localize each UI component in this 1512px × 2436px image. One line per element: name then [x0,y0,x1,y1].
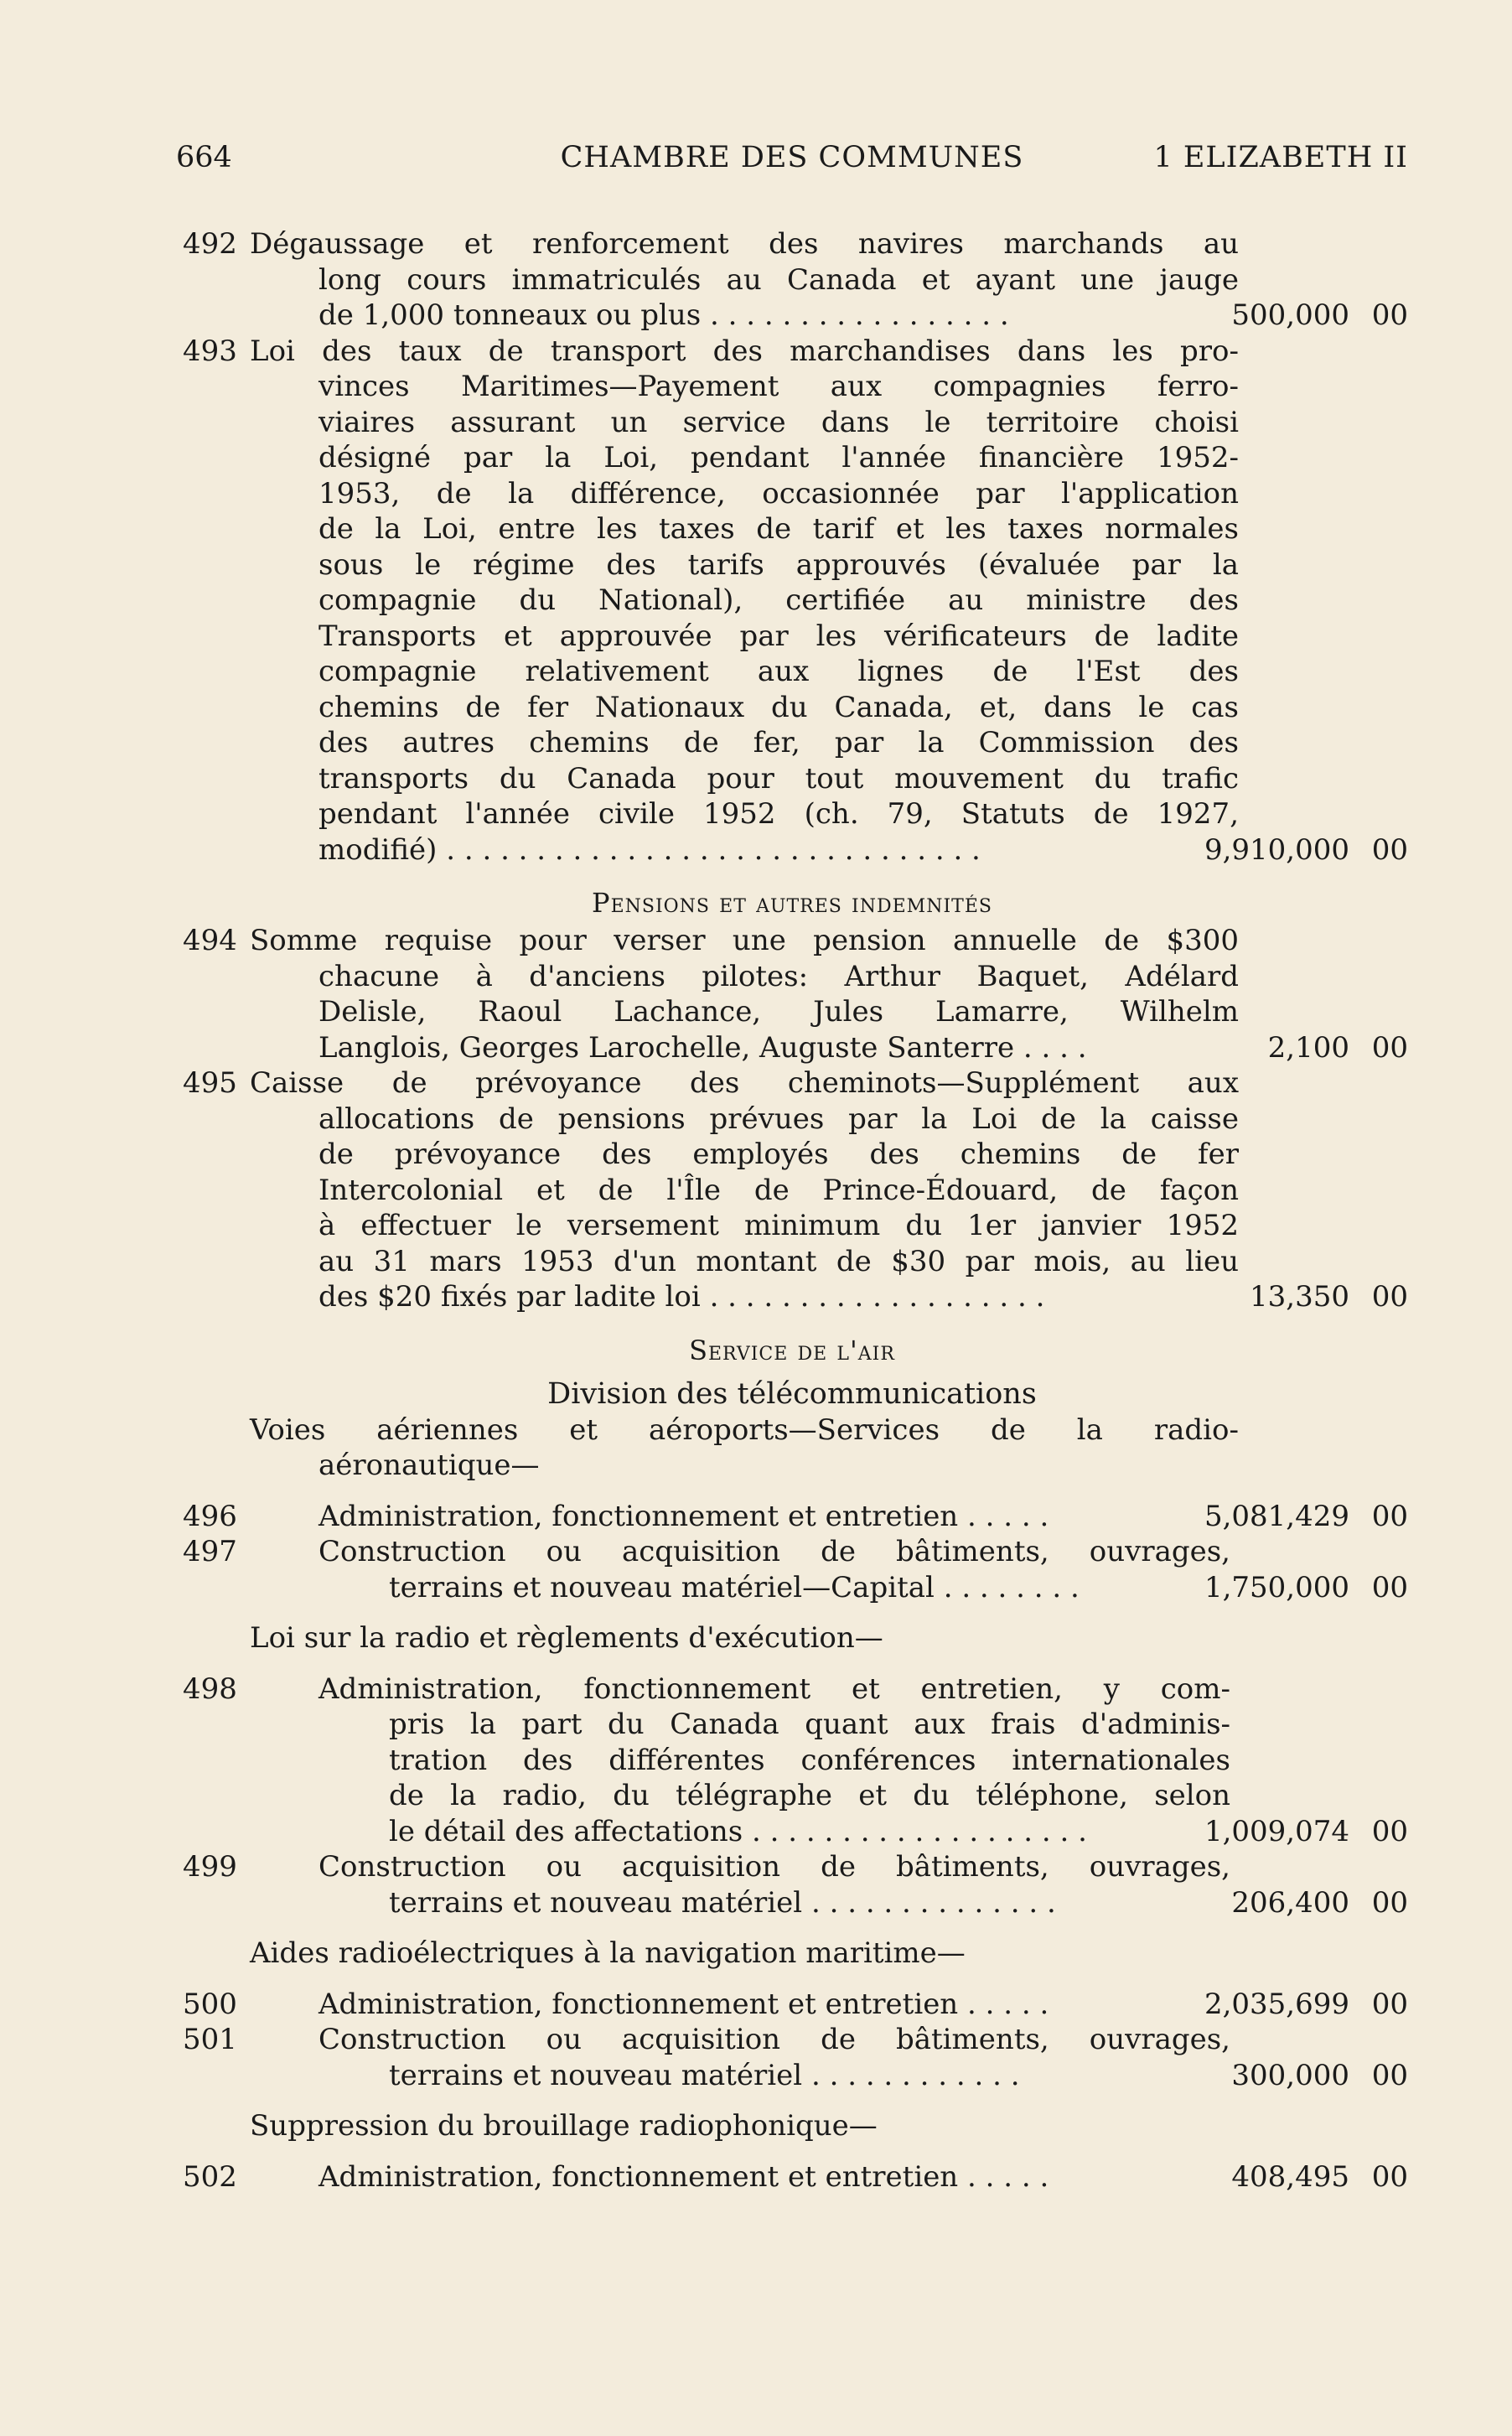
item-amount [1231,1885,1408,1921]
item-text-line: Delisle, Raoul Lachance, Jules Lamarre, Wilhelm [318,995,1239,1029]
item-number: 492 [183,227,237,261]
item-text-line: sous le régime des tarifs approuvés (évaluée par la [318,547,1239,582]
amount-dollars: 1,009,074 [1204,1814,1349,1848]
item-number: 500 [183,1987,237,2021]
amount-dollars: 13,350 [1250,1280,1349,1314]
item-text-line: de prévoyance des employés des chemins de fer [318,1138,1239,1171]
item-text-line: chacune à d'anciens pilotes: Arthur Baquet, Adélard [318,959,1239,993]
amount-dollars: 1,750,000 [1204,1570,1349,1604]
amount-dollars: 2,035,699 [1204,1987,1349,2021]
item-text-line: le détail des affectations . . . . . . . . . . . . . . . . . . . [389,1814,1087,1848]
item-text-line: des $20 fixés par ladite loi . . . . . . . . . . . . . . . . . . . [318,1280,1045,1314]
item-amount [1268,1030,1408,1066]
item-text-line: Administration, fonctionnement et entretien . . . . . [318,2159,1049,2194]
item-number: 501 [183,2023,237,2056]
item-text-line: compagnie du National), certifiée au ministre des [318,583,1239,617]
item-number: 494 [183,924,237,957]
item-number: 496 [183,1499,237,1533]
item-amount [1204,1499,1408,1535]
item-text-line: Somme requise pour verser une pension annuelle de $300 [250,924,1239,957]
item-text-line: viaires assurant un service dans le territoire choisi [318,405,1239,439]
estimate-item-495 [176,1065,1408,1315]
amount-dollars: 408,495 [1231,2159,1349,2194]
item-text-line: Administration, fonctionnement et entretien . . . . . [318,1987,1049,2021]
item-text-line: transports du Canada pour tout mouvement du trafic [318,761,1239,796]
estimate-item-502 [176,2159,1408,2195]
amount-cents: 00 [1371,1499,1408,1533]
estimate-item-493 [176,334,1408,868]
amount-dollars: 206,400 [1231,1885,1349,1920]
item-text-line: allocations de pensions prévues par la Loi de la caisse [318,1101,1239,1136]
item-text-line: Intercolonial et de l'Île de Prince-Édouard, de façon [318,1173,1239,1207]
estimate-item-496 [176,1499,1408,1535]
estimate-item-501 [176,2022,1408,2093]
group-heading-line: Aides radioélectriques à la navigation maritime— [250,1936,966,1970]
amount-dollars: 500,000 [1231,298,1349,332]
amount-cents: 00 [1371,1814,1408,1848]
subsection-heading-telecom: Division des télécommunications [547,1376,1037,1411]
item-number: 493 [183,334,237,368]
running-head [176,141,1408,183]
item-amount [1204,1987,1408,2023]
amount-cents: 00 [1371,832,1408,867]
item-amount [1204,1570,1408,1606]
item-text-line: terrains et nouveau matériel . . . . . . . . . . . . [389,2058,1020,2092]
item-text-line: Transports et approuvée par les vérificateurs de ladite [318,619,1239,653]
item-text-line: Dégaussage et renforcement des navires marchands au [250,227,1239,261]
amount-dollars: 5,081,429 [1204,1499,1349,1533]
item-text-line: à effectuer le versement minimum du 1er janvier 1952 [318,1209,1239,1242]
item-amount [1231,2159,1408,2195]
estimate-item-492 [176,226,1408,334]
item-amount [1231,2058,1408,2094]
item-text-line: terrains et nouveau matériel . . . . . . . . . . . . . . [389,1885,1056,1920]
amount-cents: 00 [1371,2159,1408,2194]
item-text-line: chemins de fer Nationaux du Canada, et, dans le cas [318,690,1239,724]
item-text-line: tration des différentes conférences internationales [389,1743,1230,1777]
group-heading-interference [250,2108,1239,2144]
item-text-line: de 1,000 tonneaux ou plus . . . . . . . . . . . . . . . . . [318,298,1009,332]
item-text-line: pris la part du Canada quant aux frais d'adminis- [389,1708,1230,1741]
amount-dollars: 300,000 [1231,2058,1349,2092]
estimate-item-498 [176,1672,1408,1850]
item-text-line: Administration, fonctionnement et entretien . . . . . [318,1499,1049,1533]
item-text-line: pendant l'année civile 1952 (ch. 79, Statuts de 1927, [318,797,1239,831]
estimate-item-497 [176,1534,1408,1605]
estimates-list [176,226,1408,2195]
item-number: 498 [183,1672,237,1706]
group-heading-marine-radio-aids [250,1936,1239,1972]
item-text-line: 1953, de la différence, occasionnée par l'application [318,476,1239,511]
item-text-line: Loi des taux de transport des marchandises dans les pro- [250,334,1239,368]
item-amount [1204,1814,1408,1850]
amount-cents: 00 [1371,1885,1408,1920]
estimate-item-499 [176,1849,1408,1920]
item-text-line: désigné par la Loi, pendant l'année financière 1952- [318,441,1239,474]
item-text-line: au 31 mars 1953 d'un montant de $30 par mois, au lieu [318,1244,1239,1278]
group-heading-line: Suppression du brouillage radiophonique— [250,2109,878,2143]
item-number: 497 [183,1535,237,1568]
item-number: 499 [183,1850,237,1884]
amount-cents: 00 [1371,1280,1408,1314]
item-text-line: vinces Maritimes—Payement aux compagnies ferro- [318,370,1239,403]
item-text-line: des autres chemins de fer, par la Commission des [318,726,1239,759]
amount-dollars: 9,910,000 [1204,832,1349,867]
group-heading-radio-act [250,1620,1239,1656]
section-heading-air-service: Service de l'air [689,1334,895,1366]
item-text-line: Construction ou acquisition de bâtiments, ouvrages, [318,1535,1230,1568]
group-heading-line: aéronautique— [318,1449,540,1482]
item-number: 495 [183,1066,237,1100]
group-heading-line: Voies aériennes et aéroports—Services de la radio- [250,1412,1239,1447]
item-text-line: compagnie relativement aux lignes de l'Est des [318,655,1239,688]
item-amount [1231,298,1408,334]
page-number: 664 [176,141,232,174]
item-amount [1250,1279,1408,1315]
amount-cents: 00 [1371,1570,1408,1604]
estimate-item-500 [176,1987,1408,2023]
amount-cents: 00 [1371,1030,1408,1065]
item-text-line: Caisse de prévoyance des cheminots—Supplément aux [250,1066,1239,1100]
item-number: 502 [183,2159,237,2194]
item-text-line: de la radio, du télégraphe et du téléphone, selon [389,1779,1230,1812]
amount-cents: 00 [1371,298,1408,332]
section-heading-pensions: Pensions et autres indemnités [592,887,992,919]
item-text-line: terrains et nouveau matériel—Capital . . . . . . . . [389,1570,1080,1604]
group-heading-airways [250,1412,1239,1484]
amount-cents: 00 [1371,2058,1408,2092]
amount-cents: 00 [1371,1987,1408,2021]
item-text-line: Construction ou acquisition de bâtiments, ouvrages, [318,1850,1230,1884]
amount-dollars: 2,100 [1267,1030,1349,1065]
item-amount [1204,832,1408,868]
regnal-year: 1 ELIZABETH II [1153,141,1408,174]
item-text-line: Langlois, Georges Larochelle, Auguste Santerre . . . . [318,1030,1087,1065]
estimate-item-494 [176,923,1408,1065]
item-text-line: Administration, fonctionnement et entretien, y com- [318,1672,1230,1706]
item-text-line: Construction ou acquisition de bâtiments, ouvrages, [318,2023,1230,2056]
item-text-line: long cours immatriculés au Canada et ayant une jauge [318,262,1239,297]
item-text-line: de la Loi, entre les taxes de tarif et les taxes normales [318,512,1239,546]
page-title: CHAMBRE DES COMMUNES [560,141,1024,174]
group-heading-line: Loi sur la radio et règlements d'exécution— [250,1621,883,1655]
item-text-line: modifié) . . . . . . . . . . . . . . . . . . . . . . . . . . . . . . [318,832,981,867]
